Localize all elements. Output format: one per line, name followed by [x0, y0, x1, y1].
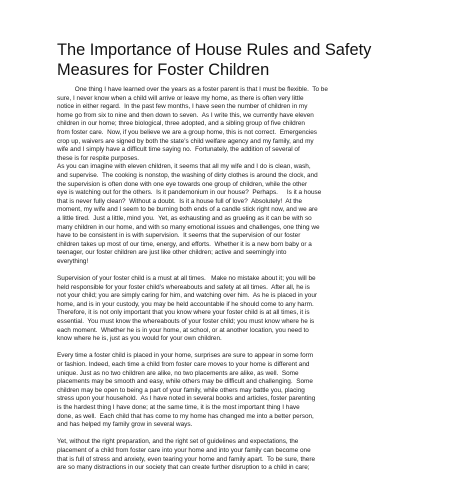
paragraph-line: is the hardest thing I have done; at the same time, it is the most important thing I have — [57, 403, 300, 411]
paragraph — [57, 352, 397, 429]
paragraph-line: have to be consistent in is with supervision. It seems that the supervision of our foster — [57, 232, 301, 240]
paragraph-line: Therefore, it is not only important that you know where your foster child is at all times, it is — [57, 309, 310, 317]
paragraph-line: wife and I simply have a difficult time saying no. Fortunately, the addition of several of — [57, 146, 300, 154]
paragraph-line: these is for respite purposes. — [57, 154, 140, 162]
paragraph-line: not your child; you are simply caring for him, and watching over him. As he is placed in your — [57, 292, 318, 300]
title-line: Measures for Foster Children — [57, 61, 270, 79]
paragraph-line: know where he is, just as you would for your own children. — [57, 335, 222, 343]
paragraph-line: Supervision of your foster child is a must at all times. Make no mistake about it; you will be — [57, 275, 316, 283]
paragraph-line: done, as well. Each child that has come to my home has changed me into a better person, — [57, 412, 314, 420]
paragraph-line: notice in either regard. In the past few months, I have seen the number of children in my — [57, 103, 308, 111]
paragraph-line: crop up, waivers are signed by both the state’s child welfare agency and my family, and my — [57, 137, 314, 145]
paragraph-line: children in our home; three biological, three adopted, and a sibling group of five children — [57, 120, 305, 128]
paragraph-line: are so many distractions in our society that can create further disruption to a child in care; — [57, 464, 310, 472]
paragraph-line: essential. You must know the whereabouts of your foster child; you must know where he is — [57, 318, 315, 326]
paragraph-line: teenager, our foster children are just like other children; active and seemingly into — [57, 249, 287, 257]
title-line: The Importance of House Rules and Safety — [57, 41, 372, 59]
paragraph-line: home go from six to nine and then down to seven. As I write this, we currently have eleven — [57, 111, 314, 119]
paragraph-line: a little tired. Just a little, mind you. Yet, as exhausting and as grueling as it can be with so — [57, 214, 312, 222]
paragraph-line: and has helped my family grow in several ways. — [57, 421, 193, 429]
paragraph-line: the supervision is often done with one eye towards one group of children, while the other — [57, 180, 308, 188]
paragraph-line: stress upon your household. As I have noted in several books and articles, foster parenting — [57, 395, 316, 403]
paragraph-line: children takes up most of our time, energy, and efforts. Whether it is a new born baby or a — [57, 240, 312, 248]
paragraph-line: and supervise. The cooking is nonstop, the washing of dirty clothes is around the clock, and — [57, 171, 318, 179]
paragraph-line: Every time a foster child is placed in your home, surprises are sure to appear in some form — [57, 352, 314, 360]
document-title — [57, 40, 417, 80]
paragraph-line: placements may be smooth and easy, while others may be difficult and challenging. Some — [57, 378, 313, 386]
paragraph-line: unique. Just as no two children are alike, no two placements are alike, as well. Some — [57, 369, 299, 377]
paragraph-line: that is full of stress and anxiety, even tearing your home and family apart. To be sure, there — [57, 455, 316, 463]
paragraph-line: each moment. Whether he is in your home, at school, or at another location, you need to — [57, 326, 309, 334]
paragraph-line: moment, my wife and I seem to be burning both ends of a candle stick right now, and we are — [57, 206, 318, 214]
paragraph-line: held responsible for your foster child’s whereabouts and safety at all times. After all, he is — [57, 283, 310, 291]
paragraph-line: many children in our home, and with so many emotional issues and challenges, one thing we — [57, 223, 320, 231]
paragraph-line: children may be open to being a part of your family, while others may battle you, placing — [57, 386, 305, 394]
paragraph-line: everything! — [57, 257, 89, 265]
paragraph-line: from foster care. Now, if you believe we are a group home, this is not correct. Emergencies — [57, 128, 317, 136]
paragraph-line: As you can imagine with eleven children, it seems that all my wife and I do is clean, wash, — [57, 163, 311, 171]
paragraph — [57, 438, 397, 472]
paragraph-line: placement of a child from foster care into your home and into your family can become one — [57, 446, 311, 454]
paragraph-line: One thing I have learned over the years as a foster parent is that I must be flexible. To be — [57, 86, 328, 93]
paragraph-line: that is never fully clean? Without a doubt. Is it a house full of love? Absolutely! At the — [57, 197, 303, 205]
paragraph-line: sure, I never know when a child will arrive or leave my home, as there is often very little — [57, 94, 304, 102]
paragraph-line: or fashion. Indeed, each time a child from foster care moves to your home is different and — [57, 361, 310, 368]
paragraph-line: eye is watching out for the others. Is it pandemonium in our house? Perhaps. Is it a house — [57, 189, 322, 197]
document-body — [57, 86, 397, 481]
paragraph-line: home, and is in your custody, you may be held accountable if he should come to any harm. — [57, 300, 314, 308]
paragraph — [57, 275, 397, 344]
paragraph-line: Yet, without the right preparation, and the right set of guidelines and expectations, the — [57, 438, 299, 446]
paragraph — [57, 86, 397, 266]
